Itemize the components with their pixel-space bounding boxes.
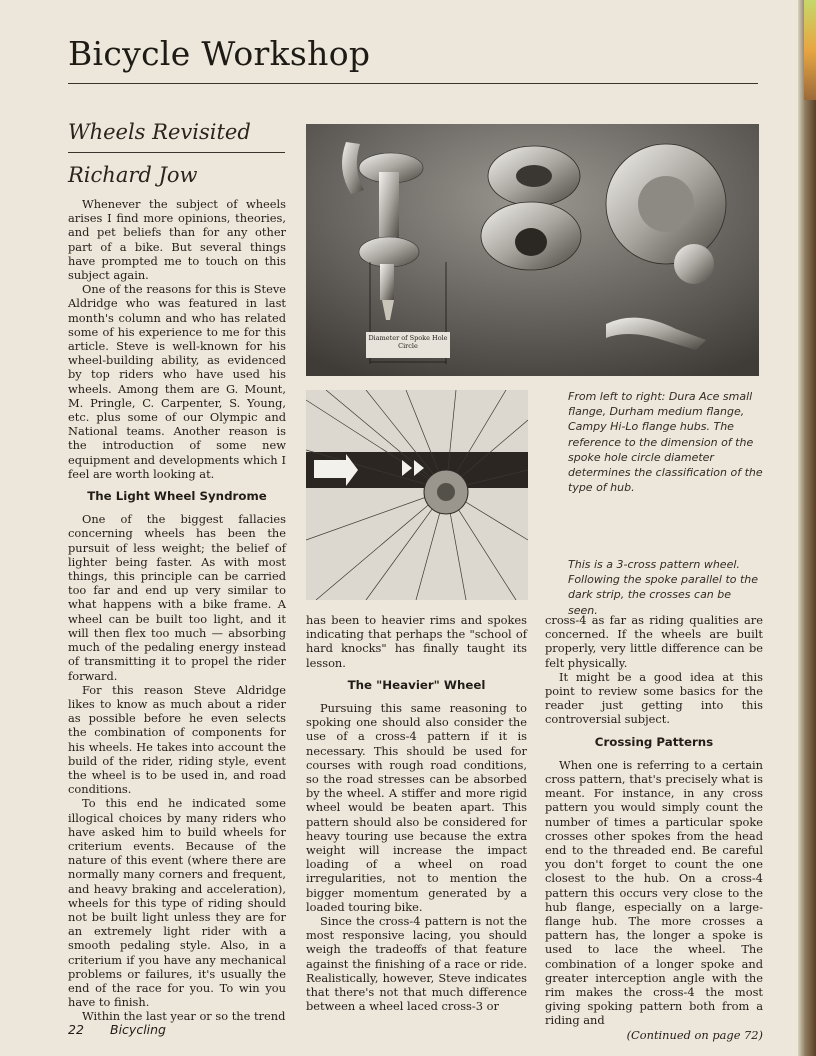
- page-header-title: Bicycle Workshop: [68, 34, 371, 73]
- page-edge: [798, 0, 816, 1056]
- page-number: 22: [68, 1022, 84, 1037]
- wheel-photo: [306, 390, 528, 600]
- paragraph: One of the reasons for this is Steve Aldridge who was featured in last month's column and who has related some of his experience to me for this article. Steve is well-known for his wheel-building ability, as evidenced by top riders who have used his wheels. Among them are G. Mount, M. Pringle, C. Carpenter, S. Young, etc. plus some of our Olympic and National teams. Another reason is the introduction of some new equipment and developments which I feel are worth looking at.: [68, 282, 286, 481]
- paragraph: Since the cross-4 pattern is not the most responsive lacing, you should weigh the tradeoffs of that feature against the finishing of a race or ride. Realistically, however, Steve indicates that there's not that much difference between a wheel laced cross-3 or: [306, 914, 527, 1014]
- magazine-name: Bicycling: [110, 1022, 166, 1037]
- subheading: The "Heavier" Wheel: [347, 677, 486, 692]
- paragraph: One of the biggest fallacies concerning wheels has been the pursuit of less weight; the belief of lighter being faster. As with most things, this principle can be carried too far and end up very similar to what happens with a bike frame. A wheel can be built too light, and it will then flex too much — absorbing much of the pedaling energy instead of transmitting it to propel the rider forward.: [68, 512, 286, 683]
- article-column-1: [68, 197, 286, 1024]
- section-rule: [68, 152, 285, 153]
- paragraph: It might be a good idea at this point to review some basics for the reader just getting into this controversial subject.: [545, 669, 763, 727]
- paragraph: Whenever the subject of wheels arises I find more opinions, theories, and pet beliefs than for any other part of a bike. But several things have prompted me to touch on this subject again.: [68, 197, 286, 283]
- header-rule: [68, 83, 758, 84]
- paragraph: Within the last year or so the trend: [82, 1009, 286, 1024]
- paragraph: When one is referring to a certain cross pattern, that's precisely what is meant. For instance, in any cross pattern you would simply count the number of times a particular spoke crosses other spokes from the head end to the threaded end. Be careful you don't forget to count the one closest to the hub. On a cross-4 pattern this occurs very close to the hub flange, especially on a large-flange hub. The more crosses a pattern has, the longer a spoke is used to lace the wheel. The combination of a longer spoke and greater interception angle with the rim makes the cross-4 the most giving spoking pattern both from a riding and: [545, 757, 763, 1028]
- author-name: Richard Jow: [68, 163, 198, 187]
- section-title: Wheels Revisited: [68, 120, 251, 144]
- spoke-circle-label: Diameter of Spoke Hole Circle: [368, 334, 448, 350]
- paragraph: cross-4 as far as riding qualities are concerned. If the wheels are built properly, very little difference can be felt physically.: [545, 613, 763, 670]
- edge-color-strip: [804, 0, 816, 100]
- wheel-caption: This is a 3-cross pattern wheel. Following the spoke parallel to the dark strip, the crosses can be seen.: [568, 558, 759, 617]
- paragraph: For this reason Steve Aldridge likes to know as much about a rider as possible before he even selects the combination of components for his wheels. He takes into account the build of the rider, riding style, event the wheel is to be used in, and road conditions.: [68, 682, 286, 797]
- paragraph: has been to heavier rims and spokes indicating that perhaps the "school of hard knocks" has finally taught its lesson.: [306, 613, 527, 670]
- article-column-2: [306, 613, 527, 1013]
- wheel-illustration: [306, 390, 528, 600]
- article-column-3: [545, 613, 763, 1042]
- paragraph: To this end he indicated some illogical choices by many riders who have asked him to build wheels for criterium events. Because of the nature of this event (where there are normally many corners and frequent, and heavy braking and acceleration), wheels for this type of riding should not be built light unless they are for an extremely light rider with a smooth pedaling style. Also, in a criterium if you have any mechanical problems or failures, it's usually the end of the race for you. To win you have to finish.: [68, 796, 286, 1010]
- continued-note: (Continued on page 72): [626, 1027, 763, 1042]
- hubs-photo: [306, 124, 759, 376]
- subheading: The Light Wheel Syndrome: [87, 489, 267, 504]
- hubs-caption: From left to right: Dura Ace small flange, Durham medium flange, Campy Hi-Lo flange hubs. The reference to the dimension of the spoke hole circle diameter determines the classification of the type of hub.: [568, 390, 763, 495]
- paragraph: Pursuing this same reasoning to spoking one should also consider the use of a cross-4 pattern if it is necessary. This should be used for courses with rough road conditions, so the road stresses can be absorbed by the wheel. A stiffer and more rigid wheel would be beaten apart. This pattern should also be considered for heavy touring use because the extra weight will increase the impact loading of a wheel on road irregularities, not to mention the bigger momentum generated by a loaded touring bike.: [306, 701, 527, 914]
- subheading: Crossing Patterns: [594, 734, 714, 749]
